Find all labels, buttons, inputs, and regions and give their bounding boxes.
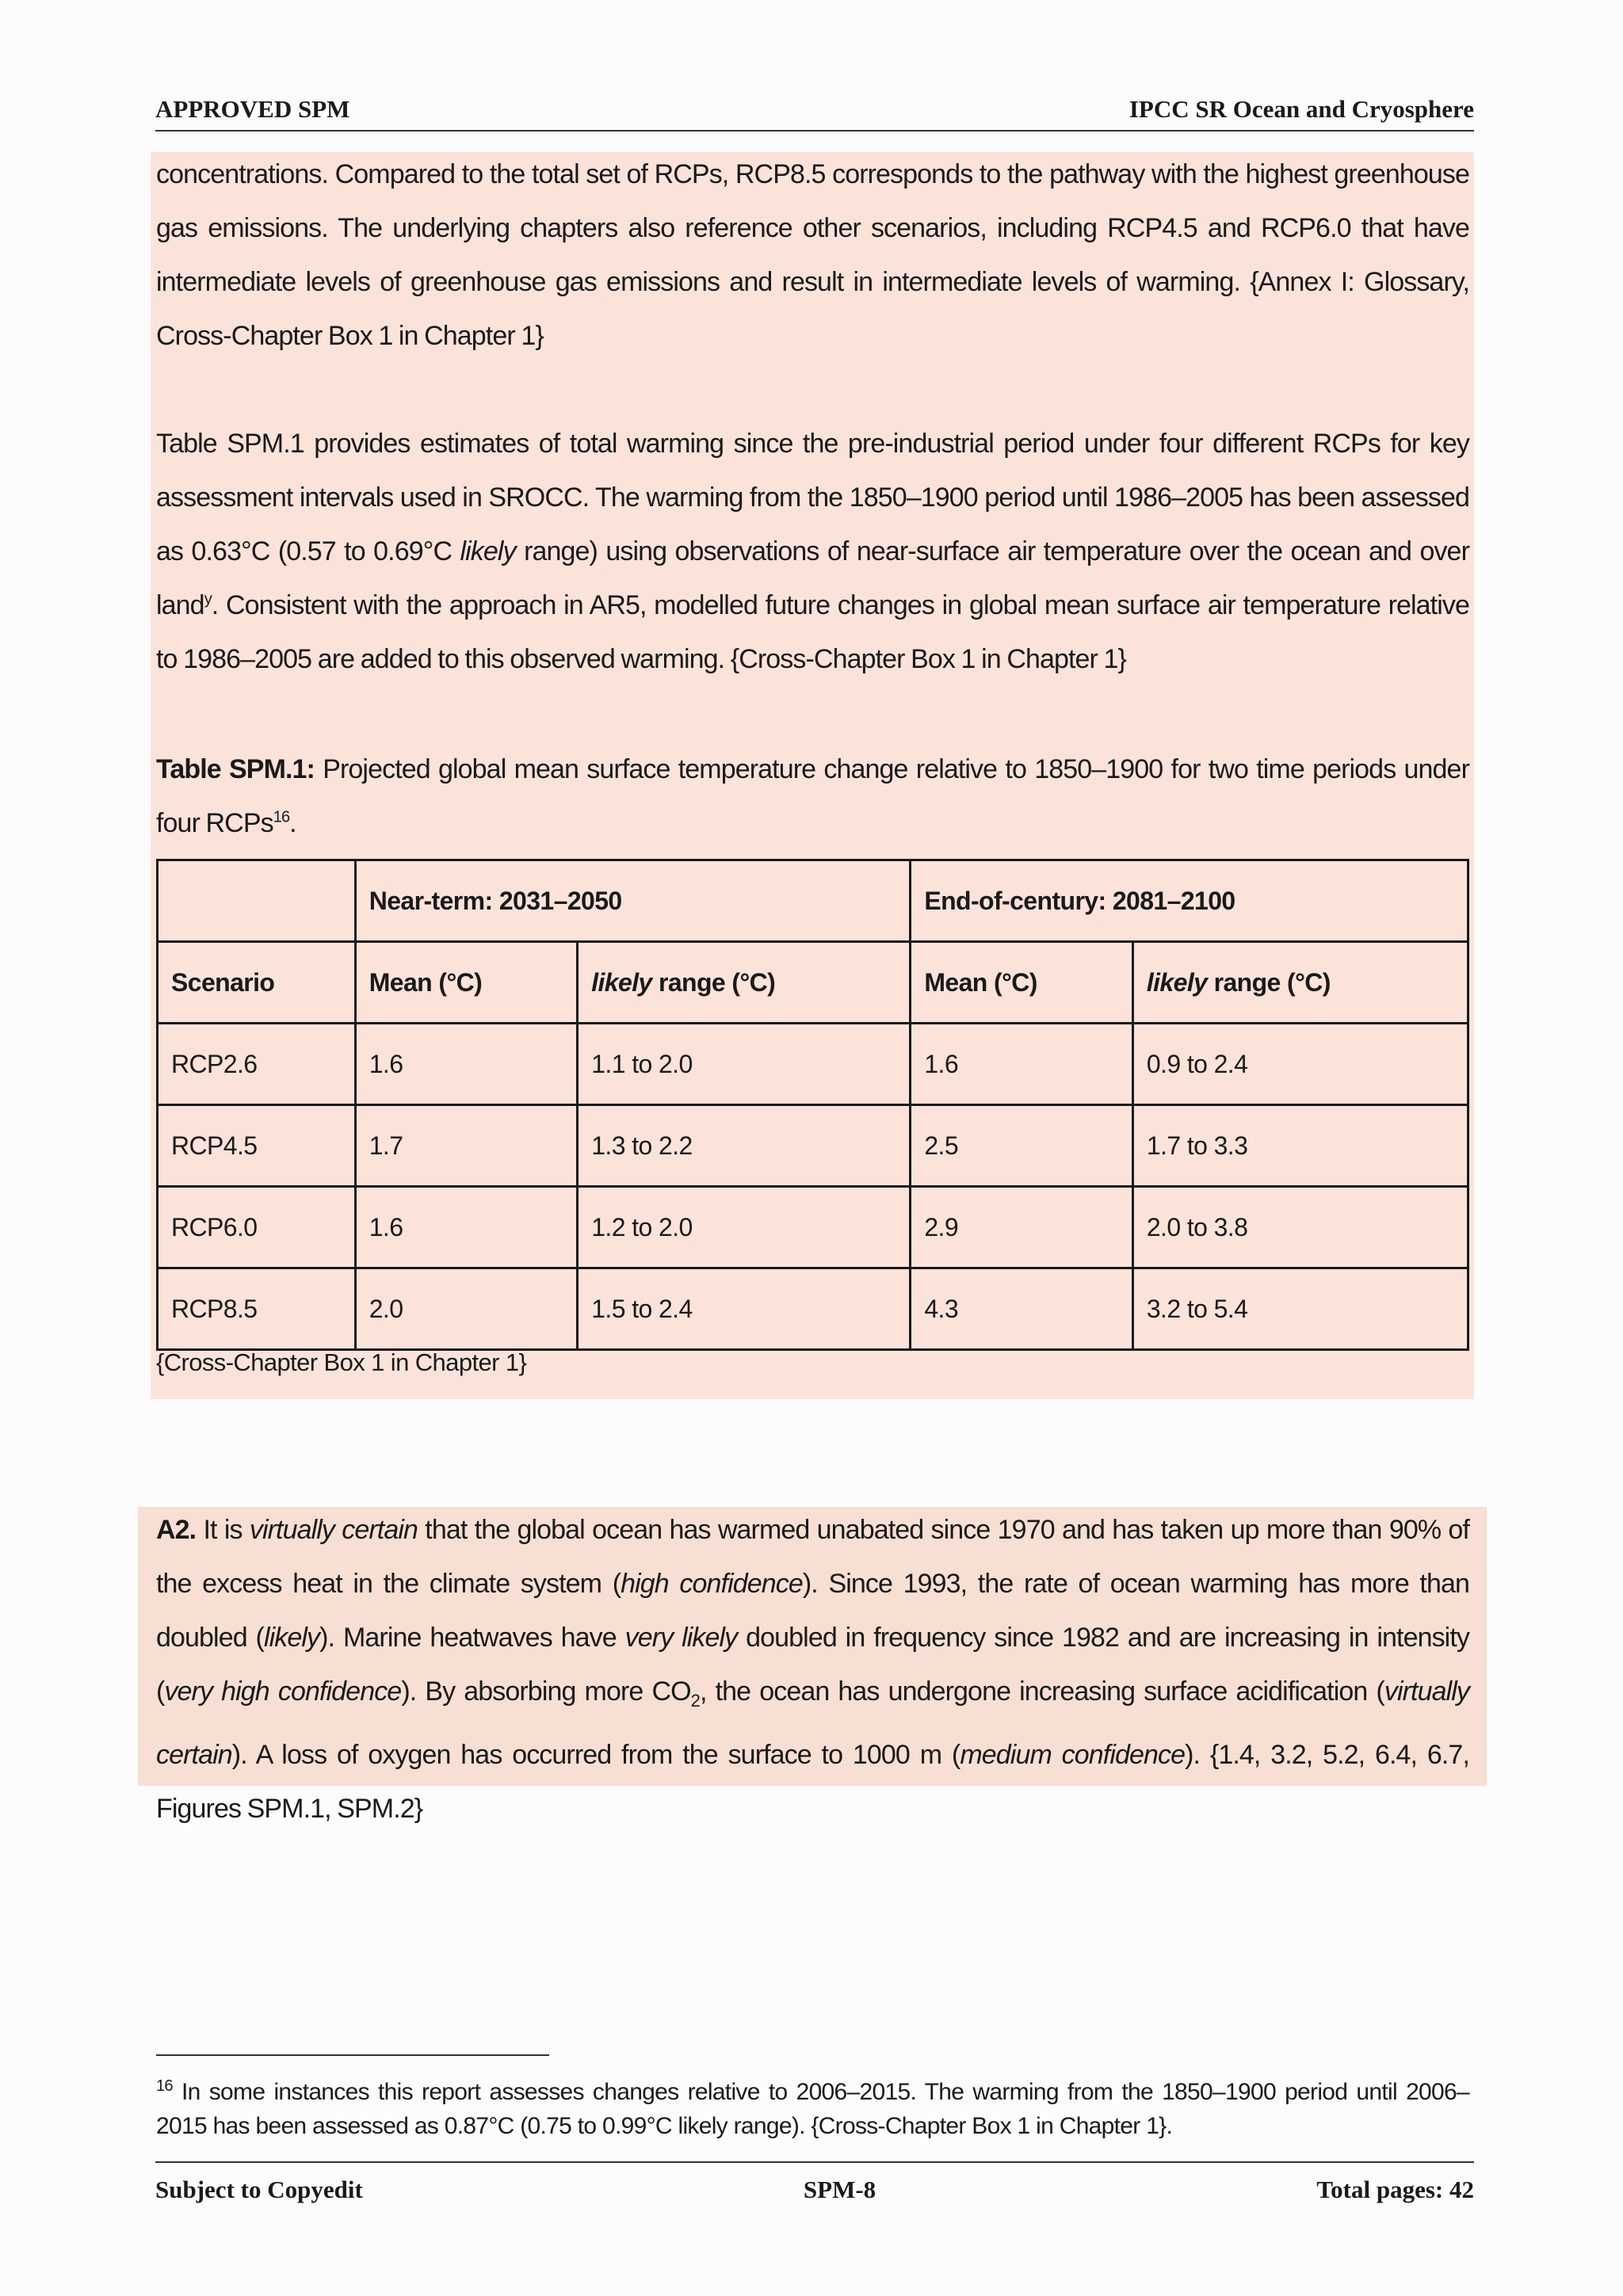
footer-left: Subject to Copyedit <box>155 2176 363 2203</box>
header-end-mean: Mean (°C) <box>911 942 1133 1024</box>
footnote-16: $^{16}$ In some instances this report assesses changes relative to 2006–2015. The warming from the 1850–1900 period until 2006–2015 has been assessed as 0.87°C (0.75 to 0.99°C likely range). {Cross-Chapter Box 1 in Chapter 1}. <box>156 2077 1469 2139</box>
cell-scenario: RCP8.5 <box>158 1268 356 1350</box>
cell-end-range: 2.0 to 3.8 <box>1132 1187 1468 1268</box>
table-row <box>158 1268 1468 1350</box>
header-end-likely-range: likely range (°C) <box>1132 942 1468 1024</box>
header-near-term: Near-term: 2031–2050 <box>355 860 911 942</box>
header-scenario: Scenario <box>158 942 356 1024</box>
page-footer <box>155 2161 1474 2204</box>
cell-end-mean: 2.9 <box>911 1187 1133 1268</box>
cell-end-mean: 4.3 <box>911 1268 1133 1350</box>
paragraph-table-intro: Table SPM.1 provides estimates of total warming since the pre-industrial period under four different RCPs for key assessment intervals used in SROCC. The warming from the 1850–1900 period until 1986–2005 has been assessed as 0.63°C (0.57 to 0.69°C likely range) using observations of near-surface air temperature over the ocean and over land$^y$. Consistent with the approach in AR5, modelled future changes in global mean surface air temperature relative to 1986–2005 are added to this observed warming. {Cross-Chapter Box 1 in Chapter 1} <box>156 429 1469 674</box>
cell-near-range: 1.1 to 2.0 <box>578 1024 911 1105</box>
header-end-of-century: End-of-century: 2081–2100 <box>911 860 1468 942</box>
header-near-likely-range: likely range (°C) <box>578 942 911 1024</box>
cell-end-range: 1.7 to 3.3 <box>1132 1105 1468 1187</box>
header-right: IPCC SR Ocean and Cryosphere <box>1128 95 1474 123</box>
a2-label: A2. <box>156 1515 197 1545</box>
a2-statement: A2. It is virtually certain that the global ocean has warmed unabated since 1970 and has taken up more than 90% of the excess heat in the climate system (high confidence). Since 1993, the rate of ocean warming has more than doubled (likely). Marine heatwaves have very likely doubled in frequency since 1982 and are increasing in intensity (very high confidence). By absorbing more $CO_2$, the ocean has undergone increasing surface acidification (virtually certain). A loss of oxygen has occurred from the surface to 1000 m (medium confidence). {1.4, 3.2, 5.2, 6.4, 6.7, Figures SPM.1, SPM.2} <box>156 1515 1470 1824</box>
cell-near-mean: 1.6 <box>355 1024 578 1105</box>
header-left: APPROVED SPM <box>155 95 350 123</box>
paragraph-rcp-scenarios: concentrations. Compared to the total set of RCPs, RCP8.5 corresponds to the pathway with the highest greenhouse gas emissions. The underlying chapters also reference other scenarios, including RCP4.5 and RCP6.0 that have intermediate levels of greenhouse gas emissions and result in intermediate levels of warming. {Annex I: Glossary, Cross-Chapter Box 1 in Chapter 1} <box>156 159 1469 351</box>
table-row <box>158 1105 1468 1187</box>
cell-near-mean: 2.0 <box>355 1268 578 1350</box>
cell-near-range: 1.2 to 2.0 <box>578 1187 911 1268</box>
footer-page-number: SPM-8 <box>803 2176 876 2203</box>
cell-near-range: 1.5 to 2.4 <box>578 1268 911 1350</box>
table-corner-cell <box>158 860 356 942</box>
cell-scenario: RCP2.6 <box>158 1024 356 1105</box>
warming-projection-table <box>156 859 1469 1351</box>
table-caption-label: Table SPM.1: <box>156 754 315 784</box>
cell-end-range: 0.9 to 2.4 <box>1132 1024 1468 1105</box>
cell-end-mean: 1.6 <box>911 1024 1133 1105</box>
page-header <box>155 95 1474 132</box>
table-group-header-row <box>158 860 1468 942</box>
header-near-mean: Mean (°C) <box>355 942 578 1024</box>
cell-near-range: 1.3 to 2.2 <box>578 1105 911 1187</box>
cell-near-mean: 1.6 <box>355 1187 578 1268</box>
table-row <box>158 1187 1468 1268</box>
table-caption: Table SPM.1: Projected global mean surface temperature change relative to 1850–1900 for two time periods under four RCPs$^{16}$. <box>156 754 1469 838</box>
cell-scenario: RCP4.5 <box>158 1105 356 1187</box>
cell-scenario: RCP6.0 <box>158 1187 356 1268</box>
table-citation: {Cross-Chapter Box 1 in Chapter 1} <box>156 1348 527 1376</box>
cell-end-mean: 2.5 <box>911 1105 1133 1187</box>
table-column-header-row <box>158 942 1468 1024</box>
table-row <box>158 1024 1468 1105</box>
footnote-divider <box>156 2054 549 2056</box>
cell-end-range: 3.2 to 5.4 <box>1132 1268 1468 1350</box>
footer-total-pages: Total pages: 42 <box>1316 2176 1474 2203</box>
cell-near-mean: 1.7 <box>355 1105 578 1187</box>
